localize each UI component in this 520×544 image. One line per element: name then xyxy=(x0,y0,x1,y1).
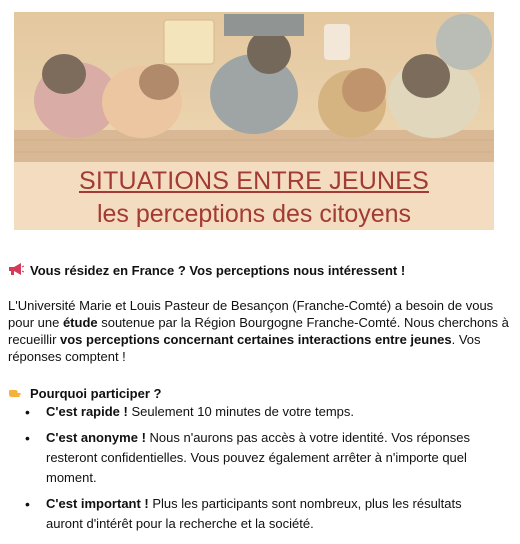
reasons-list xyxy=(22,402,502,540)
reason-text: Seulement 10 minutes de votre temps. xyxy=(127,404,355,419)
banner xyxy=(14,12,494,230)
megaphone-icon xyxy=(8,262,24,279)
banner-title: SITUATIONS ENTRE JEUNES xyxy=(78,167,429,195)
intro-bold-1: étude xyxy=(62,315,98,330)
list-item xyxy=(22,428,502,488)
list-item xyxy=(22,494,502,534)
banner-subtitle: les perceptions des citoyens xyxy=(96,200,412,228)
intro-text-2: soutenue par la Région Bourgogne Franche-Comté. Nous cherchons à recueillir xyxy=(8,315,509,347)
why-label: Pourquoi participer ? xyxy=(30,386,162,401)
intro-text-3: . Vos réponses comptent ! xyxy=(8,332,481,364)
reason-text: Nous n'aurons pas accès à votre identité. Vos réponses resteront confidentielles. Vous pouvez également arrêter à n'importe quel moment. xyxy=(46,430,470,485)
bullet-icon: • xyxy=(25,430,30,446)
banner-photo xyxy=(14,12,494,162)
why-heading xyxy=(8,385,161,402)
pointing-hand-icon xyxy=(8,385,24,402)
intro-bold-2: vos perceptions concernant certaines interactions entre jeunes xyxy=(60,332,452,347)
intro-text-1: L'Université Marie et Louis Pasteur de Besançon (Franche-Comté) a besoin de vous pour une xyxy=(8,298,494,330)
reason-text: Plus les participants sont nombreux, plus les résultats auront d'intérêt pour la recherche et la société. xyxy=(46,496,462,531)
reason-bold: C'est anonyme ! xyxy=(46,430,146,445)
reason-bold: C'est important ! xyxy=(46,496,149,511)
section-heading xyxy=(8,262,513,279)
intro-paragraph xyxy=(8,297,513,365)
reason-bold: C'est rapide ! xyxy=(46,404,128,419)
list-item xyxy=(22,402,502,422)
bullet-icon: • xyxy=(25,496,30,512)
bullet-icon: • xyxy=(25,404,30,420)
heading-text: Vous résidez en France ? Vos perceptions nous intéressent ! xyxy=(30,263,406,278)
